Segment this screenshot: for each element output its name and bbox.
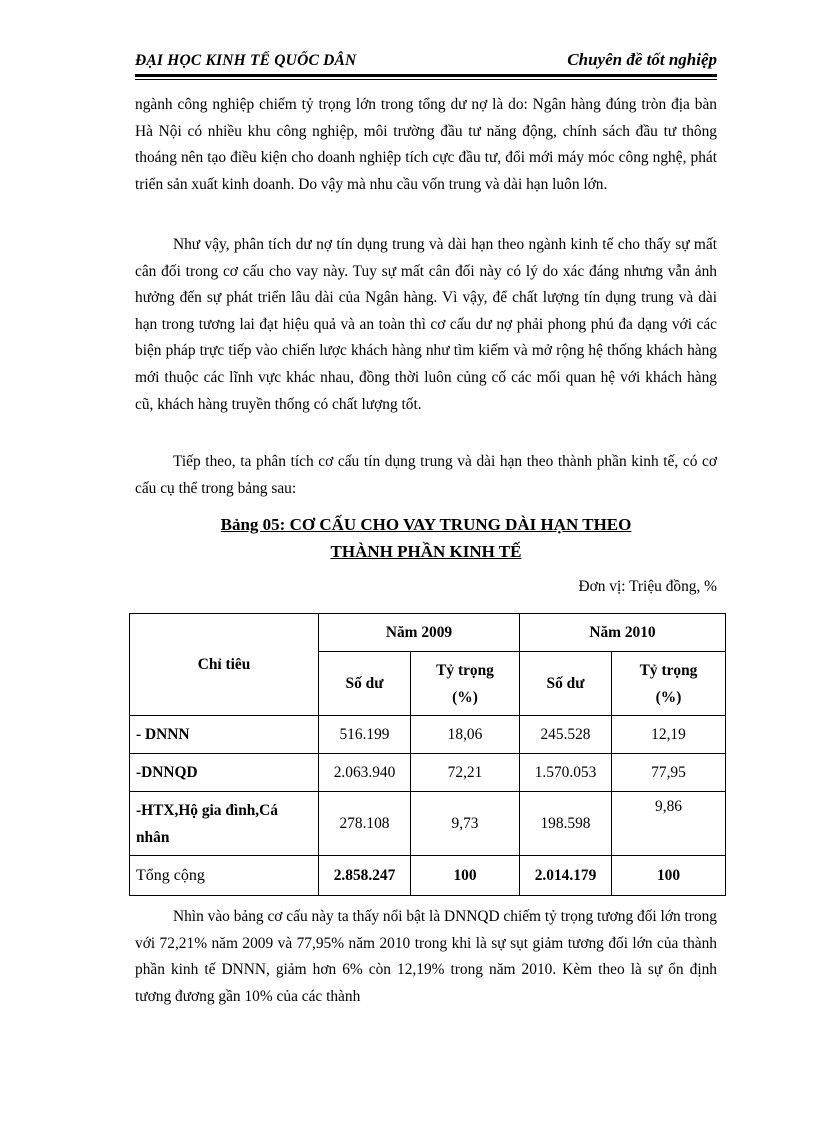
row-label: - DNNN [130,716,319,754]
row-balance-2009: 2.063.940 [319,754,411,792]
table-total-row [130,856,726,896]
row-balance-2009: 516.199 [319,716,411,754]
header-balance-2009: Số dư [319,652,411,716]
row-label: -HTX,Hộ gia đình,Cá nhân [130,792,319,856]
paragraph-4: Nhìn vào bảng cơ cấu này ta thấy nổi bật là DNNQD chiếm tỷ trọng tương đối lớn trong với 72,21% năm 2009 và 77,95% năm 2010 trong khi là sự sụt giảm tương đối lớn của thành phần kinh tế DNNN, giảm hơn 6% còn 12,19% trong năm 2010. Kèm theo là sự ổn định tương đương gần 10% của các thành [135,908,717,1005]
row-share-2009: 18,06 [411,716,520,754]
header-rule-thin [135,79,717,80]
row-share-2010: 77,95 [612,754,726,792]
header-share-2009: Tỷ trọng (%) [411,652,520,716]
table-unit: Đơn vị: Triệu đồng, % [578,578,717,595]
header-indicator: Chỉ tiêu [130,614,319,716]
total-share-2010: 100 [612,856,726,896]
row-share-2010: 12,19 [612,716,726,754]
total-balance-2009: 2.858.247 [319,856,411,896]
table-header-row [130,614,726,652]
header-year-2010: Năm 2010 [520,614,726,652]
row-share-2010: 9,86 [612,792,726,856]
row-balance-2009: 278.108 [319,792,411,856]
total-share-2009: 100 [411,856,520,896]
row-balance-2010: 198.598 [520,792,612,856]
total-balance-2010: 2.014.179 [520,856,612,896]
header-document-type: Chuyên đề tốt nghiệp [567,50,717,69]
table-row [130,754,726,792]
row-share-2009: 9,73 [411,792,520,856]
table-row [130,716,726,754]
header-year-2009: Năm 2009 [319,614,520,652]
paragraph-3: Tiếp theo, ta phân tích cơ cấu tín dụng trung và dài hạn theo thành phần kinh tế, có cơ cấu cụ thể trong bảng sau: [135,453,717,497]
table-row [130,792,726,856]
header-balance-2010: Số dư [520,652,612,716]
total-label: Tổng cộng [130,856,319,896]
row-share-2009: 72,21 [411,754,520,792]
table-caption-line-1: Bảng 05: CƠ CẤU CHO VAY TRUNG DÀI HẠN THEO [220,515,632,534]
header-rule-thick [135,74,717,77]
table-caption-line-2: THÀNH PHẦN KINH TẾ [330,542,522,561]
paragraph-2: Như vậy, phân tích dư nợ tín dụng trung và dài hạn theo ngành kinh tế cho thấy sự mất cân đối trong cơ cấu cho vay này. Tuy sự mất cân đối này có lý do xác đáng nhưng vẫn ảnh hưởng đến sự phát triển lâu dài của Ngân hàng. Vì vậy, để chất lượng tín dụng trung và dài hạn trong tương lai đạt hiệu quả và an toàn thì cơ cấu dư nợ phải phong phú đa dạng với các biện pháp trực tiếp vào chiến lược khách hàng như tìm kiếm và mở rộng hệ thống khách hàng mới thuộc các lĩnh vực khác nhau, đồng thời luôn củng cố các mối quan hệ với khách hàng cũ, khách hàng truyền thống có chất lượng tốt. [135,236,717,413]
row-balance-2010: 245.528 [520,716,612,754]
page-header [135,48,717,74]
credit-structure-table [129,613,726,896]
header-university: ĐẠI HỌC KINH TẾ QUỐC DÂN [135,52,357,69]
header-share-2010: Tỷ trọng (%) [612,652,726,716]
paragraph-1: ngành công nghiệp chiếm tỷ trọng lớn trong tổng dư nợ là do: Ngân hàng đúng tròn địa bàn Hà Nội có nhiều khu công nghiệp, môi trường đầu tư năng động, chính sách đầu tư thông thoáng nên tạo điều kiện cho doanh nghiệp tích cực đầu tư, đổi mới máy móc công nghệ, phát triển sản xuất kinh doanh. Do vậy mà nhu cầu vốn trung và dài hạn luôn lớn. [135,96,717,193]
row-label: -DNNQD [130,754,319,792]
row-balance-2010: 1.570.053 [520,754,612,792]
